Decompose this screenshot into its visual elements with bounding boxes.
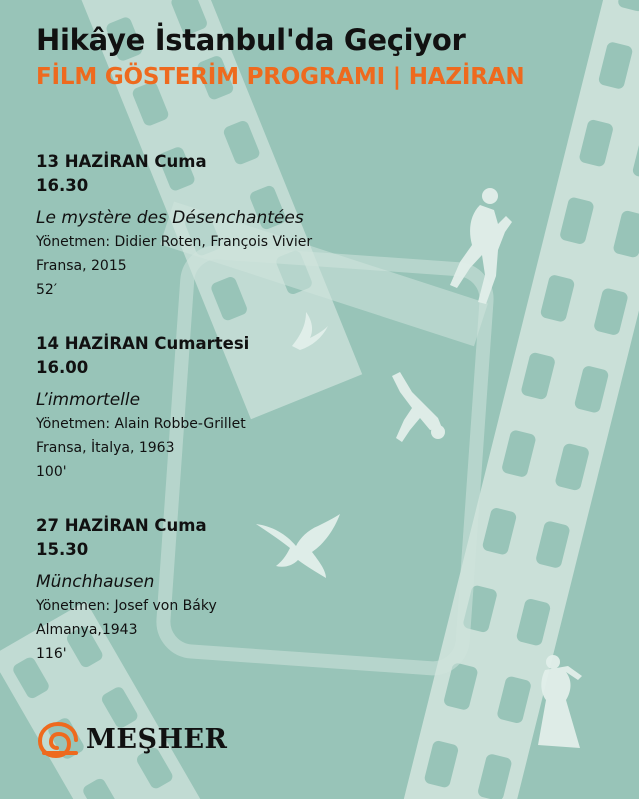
film-duration: 100' [36, 464, 67, 480]
event-time: 16.00 [36, 358, 89, 377]
event-item [36, 514, 217, 666]
logo-text: MEŞHER [86, 724, 228, 755]
falling-figure-icon [392, 372, 445, 442]
event-item [36, 332, 249, 484]
page-subtitle: FİLM GÖSTERİM PROGRAMI | HAZİRAN [36, 64, 525, 90]
event-time: 16.30 [36, 176, 89, 195]
film-country-year: Fransa, İtalya, 1963 [36, 440, 175, 456]
event-time: 15.30 [36, 540, 89, 559]
dove-icon [256, 514, 340, 578]
spiral-logo-icon [36, 720, 80, 760]
film-title: L’immortelle [36, 390, 141, 410]
film-country-year: Fransa, 2015 [36, 258, 127, 274]
event-date: 14 HAZİRAN Cumartesi [36, 334, 250, 353]
film-director: Yönetmen: Alain Robbe-Grillet [36, 416, 246, 432]
event-date: 27 HAZİRAN Cuma [36, 516, 207, 535]
event-item [36, 150, 312, 302]
event-date: 13 HAZİRAN Cuma [36, 152, 207, 171]
film-director: Yönetmen: Josef von Báky [36, 598, 217, 614]
film-duration: 52′ [36, 282, 57, 298]
page-title: Hikâye İstanbul'da Geçiyor [36, 23, 466, 57]
mesher-logo [36, 720, 228, 760]
film-title: Le mystère des Désenchantées [36, 208, 304, 228]
header [36, 22, 524, 92]
film-duration: 116' [36, 646, 67, 662]
film-country-year: Almanya,1943 [36, 622, 138, 638]
film-title: Münchhausen [36, 572, 155, 592]
film-director: Yönetmen: Didier Roten, François Vivier [36, 234, 313, 250]
